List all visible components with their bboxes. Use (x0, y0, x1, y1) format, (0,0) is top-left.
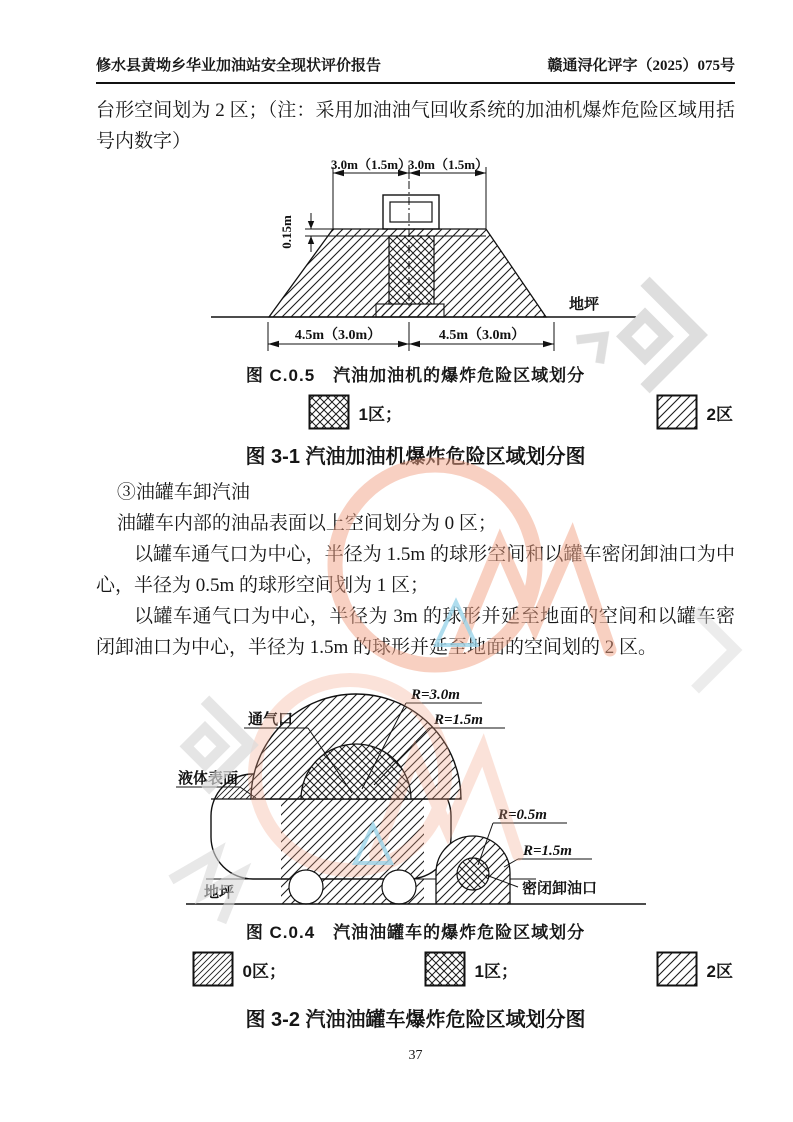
outlet-label: 密闭卸油口 (521, 881, 597, 897)
figure-tanktruck-zones (76, 669, 755, 987)
outlet-zone1-circle (457, 858, 489, 890)
wheel-front (289, 870, 323, 904)
zone1-column (389, 236, 434, 304)
liquid-surface-label: 液体表面 (177, 771, 238, 787)
dim-bottom-left-label: 4.5m（3.0m） (294, 328, 381, 343)
legend-zone2-swatch (656, 394, 698, 430)
ground-label: 地坪 (203, 885, 234, 901)
legend-zone2-label: 2区 (706, 961, 733, 981)
legend-zone2-label: 2区 (706, 404, 733, 424)
figure2-title: 图 3-2 汽油油罐车爆炸危险区域划分图 (245, 1009, 586, 1031)
dim-band-height-label: 0.15m (278, 215, 294, 249)
paragraph-note: 台形空间划为 2 区；（注：采用加油油气回收系统的加油机爆炸危险区域用括号内数字） (96, 100, 735, 152)
paragraph-zone1: 以罐车通气口为中心，半径为 1.5m 的球形空间和以罐车密闭卸油口为中心，半径为 0.5m 的球形空间划为 1 区； (96, 544, 735, 596)
header-report-title: 修水县黄坳乡华业加油站安全现状评价报告 (96, 58, 382, 74)
wheel-rear (382, 870, 416, 904)
dispenser-zone-diagram (181, 157, 651, 357)
figure-dispenser-zones (76, 157, 755, 430)
page-header (96, 54, 735, 84)
legend-zone1-label: 1区； (358, 404, 402, 424)
dim-bottom-right-label: 4.5m（3.0m） (438, 328, 525, 343)
header-doc-number: 赣通浔化评字（2025）075号 (547, 58, 735, 74)
radius-0p5m-label: R=0.5m (497, 807, 547, 823)
dim-top-left-label: 3.0m（1.5m） (330, 157, 411, 172)
figure1-title: 图 3-1 汽油加油机爆炸危险区域划分图 (245, 446, 586, 468)
dispenser-pedestal (376, 304, 444, 317)
ground-label: 地坪 (568, 297, 599, 313)
tanktruck-zone-diagram (166, 669, 666, 914)
paragraph-zone0: 油罐车内部的油品表面以上空间划分为 0 区； (116, 513, 497, 534)
figure1-standard-caption: 图 C.0.5 汽油加油机的爆炸危险区域划分 (245, 366, 586, 385)
page-number: 37 (408, 1048, 423, 1063)
legend-zone0-label: 0区； (242, 961, 286, 981)
vent-label: 通气口 (247, 712, 293, 728)
legend-zone0-swatch (192, 951, 234, 987)
legend-zone2-swatch (656, 951, 698, 987)
radius-3m-label: R=3.0m (410, 687, 460, 703)
dim-top-right-label: 3.0m（1.5m） (407, 157, 488, 172)
paragraph-zone2: 以罐车通气口为中心，半径为 3m 的球形并延至地面的空间和以罐车密闭卸油口为中心，半径为 1.5m 的球形并延至地面的空间划的 2 区。 (96, 606, 735, 658)
figure2-legend (76, 951, 755, 987)
legend-zone1-label: 1区； (474, 961, 518, 981)
figure1-legend (76, 394, 755, 430)
dispenser-head (383, 195, 439, 229)
figure2-standard-caption: 图 C.0.4 汽油油罐车的爆炸危险区域划分 (245, 923, 586, 942)
legend-zone1-swatch (308, 394, 350, 430)
radius-1p5m-top-label: R=1.5m (433, 712, 483, 728)
radius-1p5m-bottom-label: R=1.5m (522, 843, 572, 859)
legend-zone1-swatch (424, 951, 466, 987)
paragraph-item3: ③油罐车卸汽油 (116, 482, 250, 503)
